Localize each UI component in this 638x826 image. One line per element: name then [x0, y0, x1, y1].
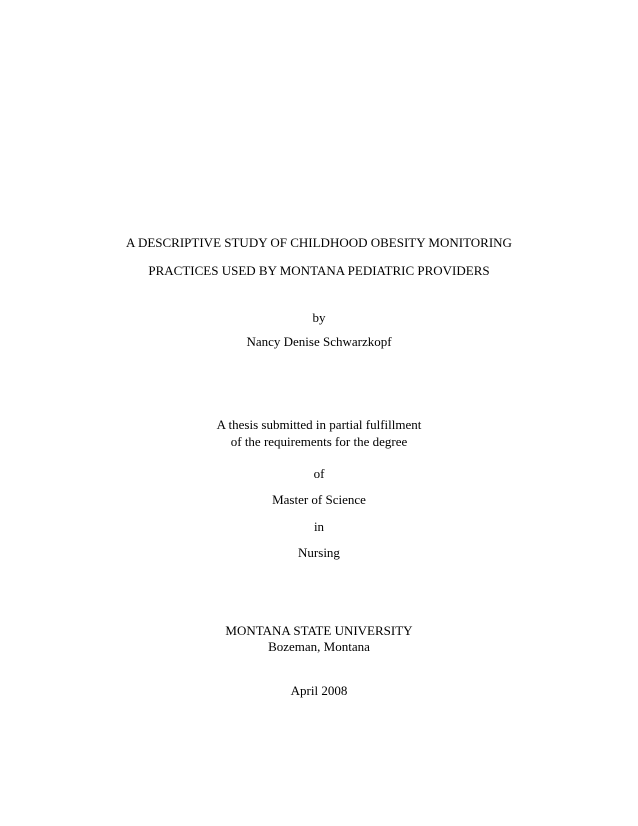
university-name: MONTANA STATE UNIVERSITY: [225, 623, 413, 638]
submission-statement-line-2: of the requirements for the degree: [230, 434, 408, 449]
author-name: Nancy Denise Schwarzkopf: [246, 334, 392, 349]
in-label: in: [313, 519, 325, 534]
submission-statement-line-1: A thesis submitted in partial fulfillment: [216, 417, 422, 432]
field-of-study: Nursing: [298, 545, 340, 560]
submission-date: April 2008: [290, 683, 348, 698]
of-label: of: [313, 466, 325, 481]
by-label: by: [312, 310, 326, 325]
degree-name: Master of Science: [272, 492, 366, 507]
thesis-title-line-1: A DESCRIPTIVE STUDY OF CHILDHOOD OBESITY MONITORING: [126, 235, 512, 250]
university-location: Bozeman, Montana: [268, 639, 370, 654]
thesis-title-line-2: PRACTICES USED BY MONTANA PEDIATRIC PROVIDERS: [148, 263, 490, 278]
